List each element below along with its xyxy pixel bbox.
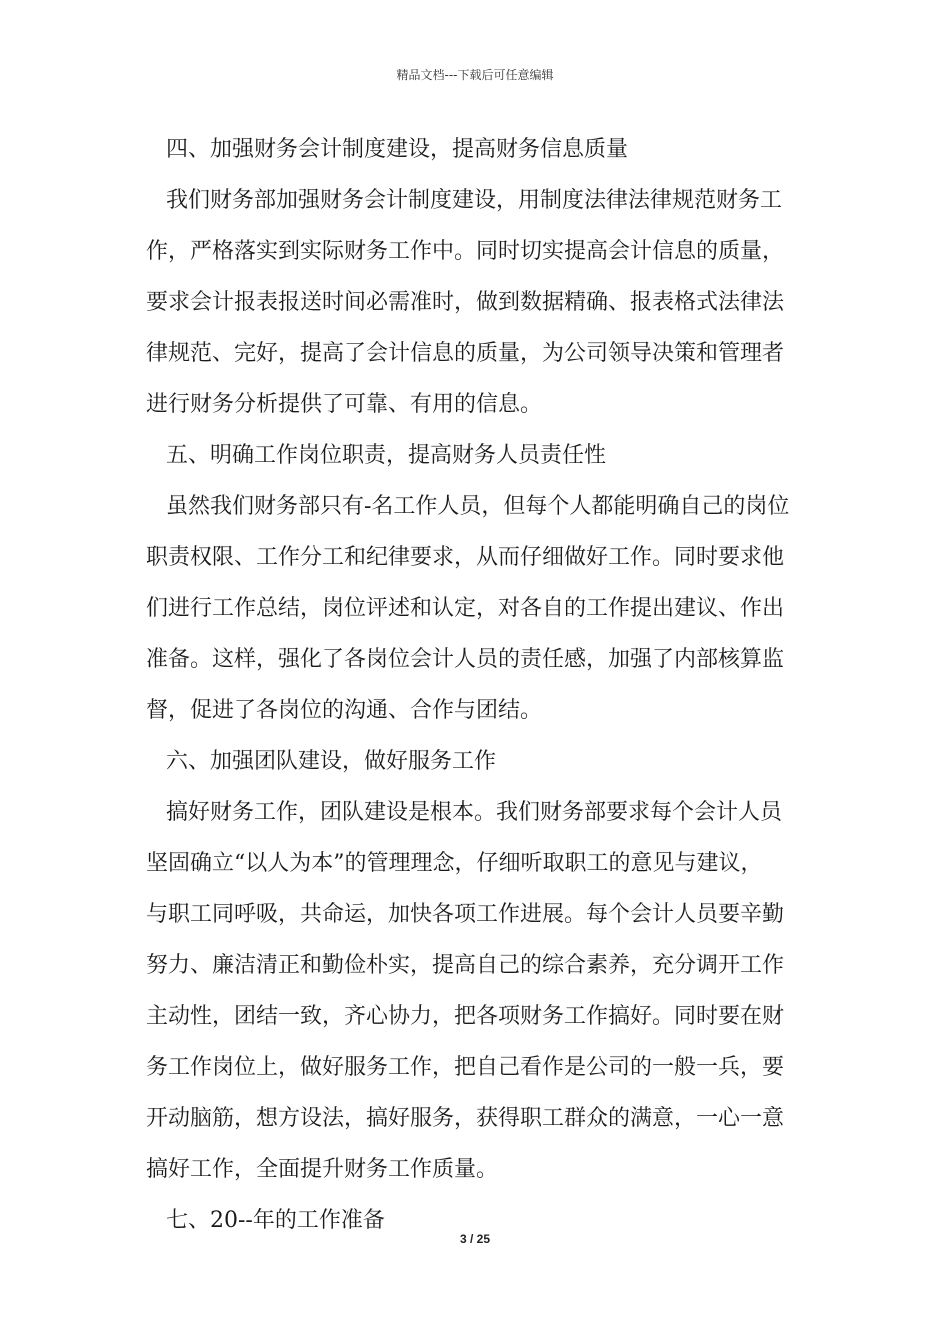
paragraph-line: 要求会计报表报送时间必需准时，做到数据精确、报表格式法律法: [146, 290, 785, 315]
paragraph-line: 务工作岗位上，做好服务工作，把自己看作是公司的一般一兵，要: [146, 1055, 785, 1080]
section-heading-4: 四、加强财务会计制度建设，提高财务信息质量: [166, 137, 629, 162]
paragraph-line: 搞好工作，全面提升财务工作质量。: [146, 1157, 499, 1182]
paragraph-line: 我们财务部加强财务会计制度建设，用制度法律法律规范财务工: [166, 188, 783, 213]
paragraph-line: 进行财务分析提供了可靠、有用的信息。: [146, 392, 543, 417]
paragraph-line: 坚固确立“以人为本”的管理理念，仔细听取职工的意见与建议，: [146, 851, 763, 876]
paragraph-line: 主动性，团结一致，齐心协力，把各项财务工作搞好。同时要在财: [146, 1004, 785, 1029]
paragraph-line: 开动脑筋，想方设法，搞好服务，获得职工群众的满意，一心一意: [146, 1106, 785, 1131]
paragraph-line: 虽然我们财务部只有-名工作人员，但每个人都能明确自己的岗位: [166, 494, 790, 519]
paragraph-line: 职责权限、工作分工和纪律要求，从而仔细做好工作。同时要求他: [146, 545, 785, 570]
paragraph-line: 作，严格落实到实际财务工作中。同时切实提高会计信息的质量，: [146, 239, 785, 264]
section-heading-7: 七、20--年的工作准备: [166, 1208, 385, 1233]
section-heading-6: 六、加强团队建设，做好服务工作: [166, 749, 497, 774]
paragraph-line: 们进行工作总结，岗位评述和认定，对各自的工作提出建议、作出: [146, 596, 785, 621]
page-header: 精品文档---下载后可任意编辑: [396, 68, 554, 82]
document-body: [146, 124, 806, 1246]
paragraph-line: 努力、廉洁清正和勤俭朴实，提高自己的综合素养，充分调开工作: [146, 953, 785, 978]
paragraph-line: 准备。这样，强化了各岗位会计人员的责任感，加强了内部核算监: [146, 647, 785, 672]
paragraph-line: 律规范、完好，提高了会计信息的质量，为公司领导决策和管理者: [146, 341, 785, 366]
paragraph-line: 督，促进了各岗位的沟通、合作与团结。: [146, 698, 543, 723]
paragraph-line: 与职工同呼吸，共命运，加快各项工作进展。每个会计人员要辛勤: [146, 902, 785, 927]
page-number: 3 / 25: [459, 1232, 491, 1246]
section-heading-5: 五、明确工作岗位职责，提高财务人员责任性: [166, 443, 607, 468]
paragraph-line: 搞好财务工作，团队建设是根本。我们财务部要求每个会计人员: [166, 800, 783, 825]
